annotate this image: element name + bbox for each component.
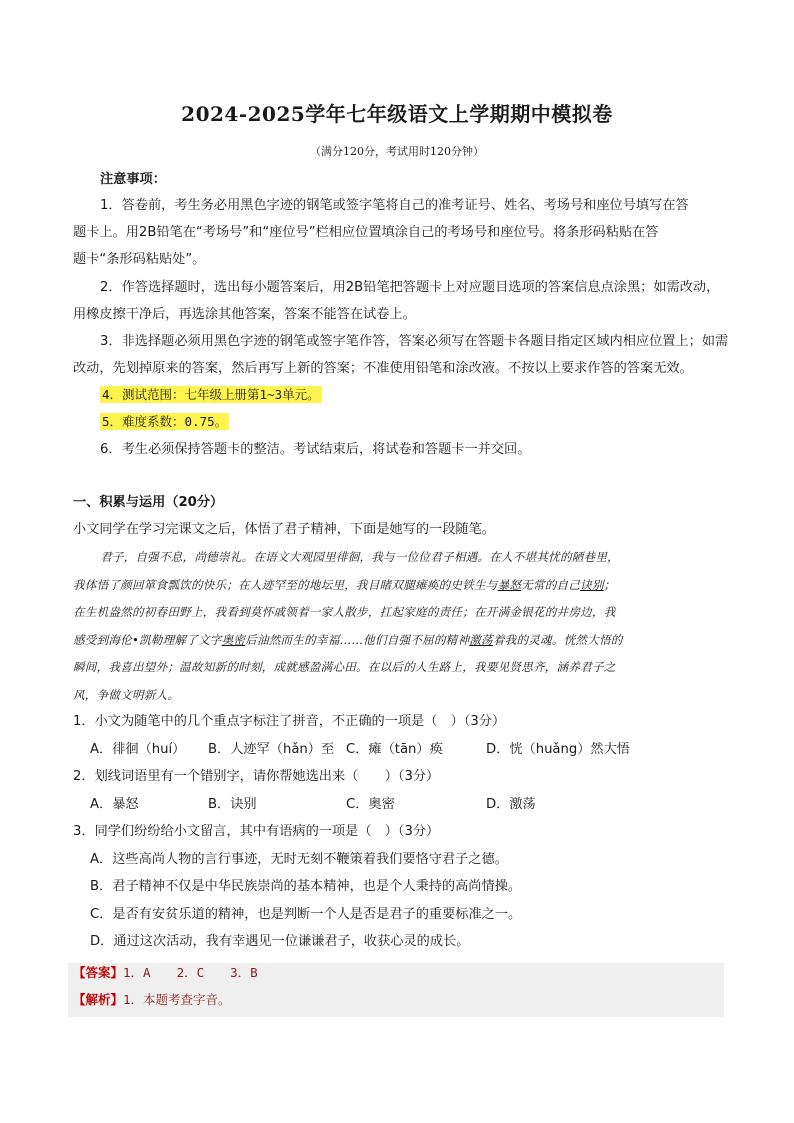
- underlined-word-jidang: 激荡: [469, 633, 493, 647]
- essay-line-2: [73, 576, 616, 594]
- underlined-word-baonu: 暴怒: [497, 578, 522, 592]
- section-1-heading: 一、积累与运用（20分）: [73, 495, 224, 510]
- question-3-option-d: D．通过这次活动，我有幸遇见一位谦谦君子，收获心灵的成长。: [90, 934, 470, 949]
- analysis-row: [73, 991, 231, 1009]
- essay-line-5: 瞬间，我喜出望外；温故知新的时刻，成就感盈满心田。在以后的人生路上，我要见贤思齐，涵养君子之: [73, 660, 616, 674]
- question-2-option-c: C．奥密: [346, 797, 395, 812]
- answer-3: 3．B: [230, 965, 258, 980]
- note-2-line-1: 2．作答选择题时，选出每小题答案后，用2B铅笔把答题卡上对应题目选项的答案信息点涂黑；如需改动，: [100, 280, 720, 295]
- essay-text: 无常的自己: [521, 578, 581, 592]
- question-3-option-b: B．君子精神不仅是中华民族崇尚的基本精神，也是个人秉持的高尚情操。: [90, 879, 522, 894]
- question-1-option-b: B．人迹罕（hǎn）至: [208, 742, 335, 757]
- page-subtitle: （满分120分，考试用时120分钟）: [310, 145, 484, 158]
- essay-text: 后油然而生的幸福……他们自强不屈的精神: [245, 633, 470, 647]
- question-3-option-a: A．这些高尚人物的言行事迹，无时无刻不鞭策着我们要恪守君子之德。: [90, 852, 508, 867]
- answer-2: 2．C: [176, 965, 205, 980]
- underlined-word-jueb ie: 诀别: [580, 578, 604, 592]
- essay-text: 我体悟了颜回箪食瓢饮的快乐；在人迹罕至的地坛里，我目睹双腿瘫痪的史铁生与: [73, 578, 498, 592]
- question-1-stem: 1．小文为随笔中的几个重点字标注了拼音，不正确的一项是（ ）（3分）: [73, 714, 506, 729]
- question-2-option-d: D．激荡: [486, 797, 536, 812]
- note-2-line-2: 用橡皮擦干净后，再选涂其他答案，答案不能答在试卷上。: [73, 307, 416, 322]
- note-1-line-1: 1．答卷前，考生务必用黑色字迹的钢笔或签字笔将自己的准考证号、姓名、考场号和座位号填写在答: [100, 198, 689, 213]
- note-3-line-1: 3．非选择题必须用黑色字迹的钢笔或签字笔作答，答案必须写在答题卡各题目指定区域内相应位置上；如需: [100, 334, 729, 349]
- analysis-tag: 【解析】: [73, 992, 124, 1007]
- question-2-stem: 2．划线词语里有一个错别字，请你帮她选出来（ ）（3分）: [73, 769, 440, 784]
- question-2-option-b: B．诀别: [208, 797, 257, 812]
- essay-text: 感受到海伦•凯勒理解了文字: [73, 633, 222, 647]
- note-5-difficulty: [100, 413, 229, 432]
- essay-text: ；: [603, 578, 616, 592]
- underlined-word-aomi: 奥密: [221, 633, 246, 647]
- highlighted-text: 5．难度系数：0.75。: [102, 414, 228, 429]
- note-4-test-scope: [100, 386, 322, 405]
- notes-heading: 注意事项：: [100, 172, 166, 187]
- answer-row: [73, 964, 258, 982]
- note-1-line-3: 题卡“条形码粘贴处”。: [73, 252, 206, 267]
- question-2-option-a: A．暴怒: [90, 797, 139, 812]
- essay-text: 着我的灵魂。恍然大悟的: [492, 633, 623, 647]
- note-6: 6．考生必须保持答题卡的整洁。考试结束后，将试卷和答题卡一并交回。: [100, 442, 531, 457]
- question-3-option-c: C．是否有安贫乐道的精神，也是判断一个人是否是君子的重要标准之一。: [90, 907, 522, 922]
- question-1-option-a: A．徘徊（huí）: [90, 742, 186, 757]
- question-1-option-c: C．瘫（tān）痪: [346, 742, 443, 757]
- essay-line-6: 风，争做文明新人。: [73, 688, 180, 702]
- essay-line-1: 君子，自强不息，尚德崇礼。在语文大观园里徘徊，我与一位位君子相遇。在人不堪其忧的陋巷里，: [100, 550, 619, 564]
- note-3-line-2: 改动，先划掉原来的答案，然后再写上新的答案；不准使用铅笔和涂改液。不按以上要求作答的答案无效。: [73, 361, 693, 376]
- answer-tag: 【答案】: [73, 965, 124, 980]
- section-1-intro: 小文同学在学习完课文之后，体悟了君子精神，下面是她写的一段随笔。: [73, 522, 495, 537]
- note-1-line-2: 题卡上。用2B铅笔在“考场号”和“座位号”栏相应位置填涂自己的考场号和座位号。将条形码粘贴在答: [73, 225, 659, 240]
- highlighted-text: 4．测试范围：七年级上册第1~3单元。: [102, 387, 320, 402]
- page-title: 2024-2025学年七年级语文上学期期中模拟卷: [181, 102, 613, 126]
- essay-line-3: 在生机盎然的初春田野上，我看到莫怀戚领着一家人散步，扛起家庭的责任；在开满金银花的井房边，我: [73, 605, 616, 619]
- analysis-text: 1．本题考查字音。: [123, 992, 231, 1007]
- question-3-stem: 3．同学们纷纷给小文留言，其中有语病的一项是（ ）（3分）: [73, 824, 440, 839]
- essay-line-4: [73, 631, 623, 649]
- question-1-option-d: D．恍（huǎng）然大悟: [486, 742, 630, 757]
- answer-1: 1．A: [123, 965, 151, 980]
